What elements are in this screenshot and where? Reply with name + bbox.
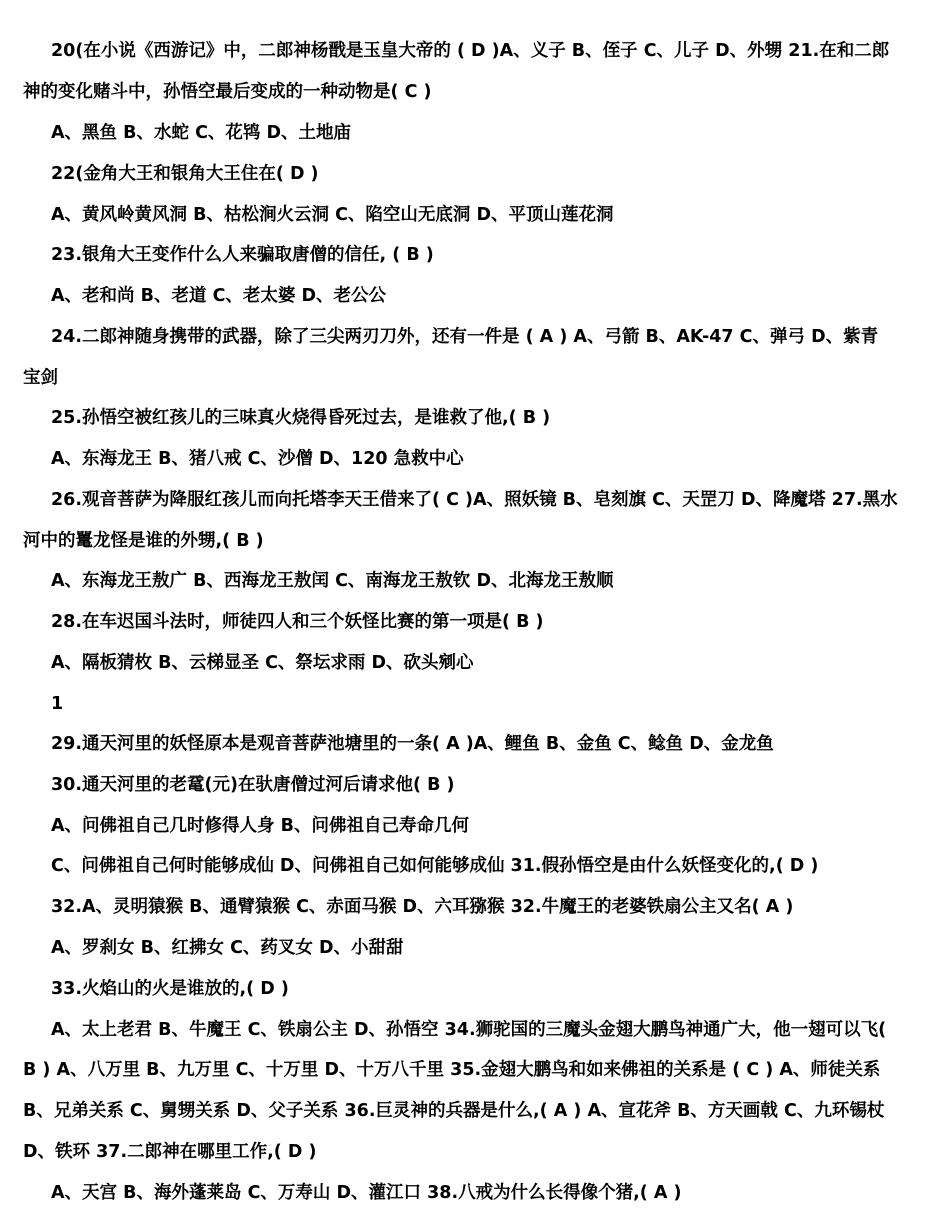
text-line: A、黄风岭黄风洞 B、枯松涧火云洞 C、陷空山无底洞 D、平顶山莲花洞 <box>51 205 614 225</box>
text-line: 28.在车迟国斗法时，师徒四人和三个妖怪比赛的第一项是( B ) <box>51 612 544 632</box>
text-line: D、铁环 37.二郎神在哪里工作,( D ) <box>23 1142 317 1162</box>
text-line: 24.二郎神随身携带的武器，除了三尖两刃刀外，还有一件是 ( A ) A、弓箭 B、AK-47 C、弹弓 D、紫青 <box>51 327 879 347</box>
text-line: 22(金角大王和银角大王住在( D ) <box>51 164 319 184</box>
text-line: 河中的鼍龙怪是谁的外甥,( B ) <box>23 531 264 551</box>
text-line: 23.银角大王变作什么人来骗取唐僧的信任, ( B ) <box>51 245 434 265</box>
text-line: B ) A、八万里 B、九万里 C、十万里 D、十万八千里 35.金翅大鹏鸟和如来佛祖的关系是 ( C ) A、师徒关系 <box>23 1060 881 1080</box>
text-line: 32.A、灵明猿猴 B、通臂猿猴 C、赤面马猴 D、六耳猕猴 32.牛魔王的老婆铁扇公主又名( A ) <box>51 897 794 917</box>
text-line: A、东海龙王敖广 B、西海龙王敖闰 C、南海龙王敖钦 D、北海龙王敖顺 <box>51 571 614 591</box>
text-line: A、隔板猜枚 B、云梯显圣 C、祭坛求雨 D、砍头剜心 <box>51 653 474 673</box>
text-line: A、太上老君 B、牛魔王 C、铁扇公主 D、孙悟空 34.狮驼国的三魔头金翅大鹏鸟神通广大，他一翅可以飞( <box>51 1020 887 1040</box>
text-line: A、问佛祖自己几时修得人身 B、问佛祖自己寿命几何 <box>51 816 469 836</box>
page-number: 1 <box>51 694 64 714</box>
text-line: B、兄弟关系 C、舅甥关系 D、父子关系 36.巨灵神的兵器是什么,( A ) A、宣花斧 B、方天画戟 C、九环锡杖 <box>23 1101 885 1121</box>
text-line: A、东海龙王 B、猪八戒 C、沙僧 D、120 急救中心 <box>51 449 464 469</box>
text-line: A、黑鱼 B、水蛇 C、花鸨 D、土地庙 <box>51 123 352 143</box>
text-line: 神的变化赌斗中，孙悟空最后变成的一种动物是( C ) <box>23 82 432 102</box>
text-line: A、天宫 B、海外蓬莱岛 C、万寿山 D、灌江口 38.八戒为什么长得像个猪,( A ) <box>51 1183 682 1203</box>
text-line: 29.通天河里的妖怪原本是观音菩萨池塘里的一条( A )A、鲤鱼 B、金鱼 C、鲶鱼 D、金龙鱼 <box>51 734 774 754</box>
text-line: 20(在小说《西游记》中，二郎神杨戬是玉皇大帝的 ( D )A、义子 B、侄子 C、儿子 D、外甥 21.在和二郎 <box>51 41 890 61</box>
text-line: 25.孙悟空被红孩儿的三味真火烧得昏死过去，是谁救了他,( B ) <box>51 408 551 428</box>
text-line: C、问佛祖自己何时能够成仙 D、问佛祖自己如何能够成仙 31.假孙悟空是由什么妖怪变化的,( D ) <box>51 856 819 876</box>
text-line: A、罗刹女 B、红拂女 C、药叉女 D、小甜甜 <box>51 938 404 958</box>
text-line: 宝剑 <box>23 368 58 388</box>
text-line: 33.火焰山的火是谁放的,( D ) <box>51 979 289 999</box>
text-line: A、老和尚 B、老道 C、老太婆 D、老公公 <box>51 286 387 306</box>
text-line: 30.通天河里的老鼋(元)在驮唐僧过河后请求他( B ) <box>51 775 455 795</box>
text-line: 26.观音菩萨为降服红孩儿而向托塔李天王借来了( C )A、照妖镜 B、皂刻旗 C、天罡刀 D、降魔塔 27.黑水 <box>51 490 898 510</box>
